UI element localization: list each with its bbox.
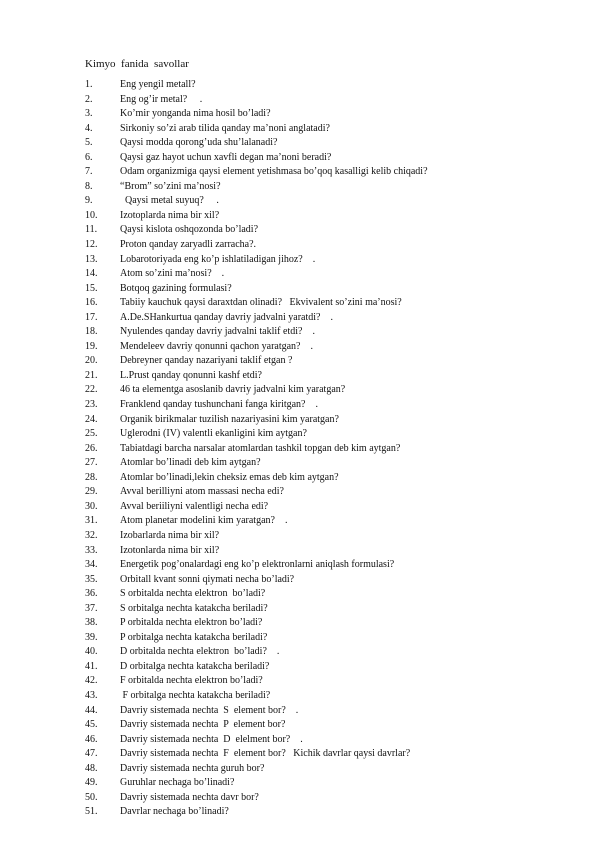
question-number: 47. bbox=[85, 748, 98, 760]
question-text: Atom so’zini ma’nosi? . bbox=[120, 268, 225, 280]
question-item bbox=[85, 587, 565, 602]
question-number: 44. bbox=[85, 704, 98, 716]
question-item bbox=[85, 471, 565, 486]
question-number: 29. bbox=[85, 486, 98, 498]
question-number: 8. bbox=[85, 180, 93, 192]
question-item bbox=[85, 311, 565, 326]
question-number: 20. bbox=[85, 355, 98, 367]
question-text: A.De.SHankurtua qanday davriy jadvalni yaratdi? . bbox=[120, 311, 333, 323]
question-item bbox=[85, 282, 565, 297]
question-number: 31. bbox=[85, 515, 98, 527]
question-text: L.Prust qanday qonunni kashf etdi? bbox=[120, 369, 262, 381]
question-text: Tabiatdagi barcha narsalar atomlardan tashkil topgan deb kim aytgan? bbox=[120, 442, 401, 454]
question-item bbox=[85, 544, 565, 559]
question-number: 18. bbox=[85, 326, 98, 338]
question-item bbox=[85, 151, 565, 166]
question-item bbox=[85, 485, 565, 500]
question-item bbox=[85, 616, 565, 631]
question-number: 46. bbox=[85, 733, 98, 745]
question-text: Qaysi metal suyuq? . bbox=[120, 195, 219, 207]
question-text: S orbitalga nechta katakcha beriladi? bbox=[120, 602, 268, 614]
question-number: 21. bbox=[85, 369, 98, 381]
question-text: Izotonlarda nima bir xil? bbox=[120, 544, 220, 556]
question-number: 13. bbox=[85, 253, 98, 265]
question-list bbox=[85, 78, 565, 820]
question-item bbox=[85, 194, 565, 209]
question-item bbox=[85, 776, 565, 791]
question-text: Qaysi kislota oshqozonda bo’ladi? bbox=[120, 224, 259, 236]
question-item bbox=[85, 122, 565, 137]
question-number: 11. bbox=[85, 224, 98, 236]
question-item bbox=[85, 762, 565, 777]
question-number: 37. bbox=[85, 602, 98, 614]
question-number: 12. bbox=[85, 239, 98, 251]
question-text: Proton qanday zaryadli zarracha?. bbox=[120, 239, 257, 251]
question-number: 43. bbox=[85, 689, 98, 701]
question-text: Nyulendes qanday davriy jadvalni taklif etdi? . bbox=[120, 326, 315, 338]
question-text: Debreyner qanday nazariyani taklif etgan ? bbox=[120, 355, 293, 367]
question-number: 33. bbox=[85, 544, 98, 556]
question-item bbox=[85, 136, 565, 151]
question-text: Avval beriiliyni valentligi necha edi? bbox=[120, 500, 269, 512]
question-text: P orbitalga nechta katakcha beriladi? bbox=[120, 631, 268, 643]
question-number: 45. bbox=[85, 719, 98, 731]
question-number: 19. bbox=[85, 340, 98, 352]
question-item bbox=[85, 413, 565, 428]
question-number: 51. bbox=[85, 806, 98, 818]
question-number: 35. bbox=[85, 573, 98, 585]
question-item bbox=[85, 791, 565, 806]
question-number: 40. bbox=[85, 646, 98, 658]
question-item bbox=[85, 805, 565, 820]
question-number: 49. bbox=[85, 777, 98, 789]
question-item bbox=[85, 558, 565, 573]
question-text: Energetik pog’onalardagi eng ko’p elektronlarni aniqlash formulasi? bbox=[120, 559, 395, 571]
document-title: Kimyo fanida savollar bbox=[85, 58, 189, 70]
question-text: Atomlar bo’linadi,lekin cheksiz emas deb kim aytgan? bbox=[120, 471, 339, 483]
question-text: Lobarotoriyada eng ko’p ishlatiladigan jihoz? . bbox=[120, 253, 316, 265]
question-item bbox=[85, 456, 565, 471]
question-number: 38. bbox=[85, 617, 98, 629]
question-text: Sirkoniy so’zi arab tilida qanday ma’noni anglatadi? bbox=[120, 122, 330, 134]
question-number: 24. bbox=[85, 413, 98, 425]
question-number: 25. bbox=[85, 428, 98, 440]
question-text: Davriy sistemada nechta guruh bor? bbox=[120, 762, 265, 774]
question-number: 48. bbox=[85, 762, 98, 774]
question-item bbox=[85, 660, 565, 675]
question-number: 27. bbox=[85, 457, 98, 469]
question-item bbox=[85, 383, 565, 398]
question-item bbox=[85, 398, 565, 413]
question-item bbox=[85, 107, 565, 122]
question-text: Atom planetar modelini kim yaratgan? . bbox=[120, 515, 288, 527]
question-item bbox=[85, 718, 565, 733]
question-number: 3. bbox=[85, 108, 93, 120]
question-item bbox=[85, 78, 565, 93]
question-text: Izotoplarda nima bir xil? bbox=[120, 209, 220, 221]
question-number: 7. bbox=[85, 166, 93, 178]
question-number: 15. bbox=[85, 282, 98, 294]
question-text: “Brom” so’zini ma’nosi? bbox=[120, 180, 221, 192]
question-text: D orbitalga nechta katakcha beriladi? bbox=[120, 660, 270, 672]
question-text: Botqoq gazining formulasi? bbox=[120, 282, 232, 294]
question-text: Izobarlarda nima bir xil? bbox=[120, 529, 220, 541]
question-item bbox=[85, 602, 565, 617]
question-item bbox=[85, 165, 565, 180]
question-number: 10. bbox=[85, 209, 98, 221]
question-item bbox=[85, 631, 565, 646]
question-item bbox=[85, 704, 565, 719]
question-item bbox=[85, 674, 565, 689]
question-item bbox=[85, 573, 565, 588]
question-number: 41. bbox=[85, 660, 98, 672]
question-number: 16. bbox=[85, 297, 98, 309]
question-number: 14. bbox=[85, 268, 98, 280]
question-item bbox=[85, 238, 565, 253]
question-number: 32. bbox=[85, 529, 98, 541]
question-text: Organik birikmalar tuzilish nazariyasini kim yaratgan? bbox=[120, 413, 339, 425]
question-item bbox=[85, 267, 565, 282]
question-text: Uglerodni (IV) valentli ekanligini kim aytgan? bbox=[120, 428, 307, 440]
question-text: Davrlar nechaga bo’linadi? bbox=[120, 806, 229, 818]
question-text: Davriy sistemada nechta davr bor? bbox=[120, 791, 259, 803]
question-text: P orbitalda nechta elektron bo’ladi? bbox=[120, 617, 263, 629]
question-text: F orbitalda nechta elektron bo’ladi? bbox=[120, 675, 263, 687]
question-number: 50. bbox=[85, 791, 98, 803]
question-item bbox=[85, 514, 565, 529]
question-item bbox=[85, 733, 565, 748]
question-text: Davriy sistemada nechta F element bor? Kichik davrlar qaysi davrlar? bbox=[120, 748, 411, 760]
question-item bbox=[85, 427, 565, 442]
question-text: Qaysi modda qorong’uda shu’lalanadi? bbox=[120, 137, 278, 149]
question-item bbox=[85, 325, 565, 340]
question-item bbox=[85, 747, 565, 762]
question-item bbox=[85, 645, 565, 660]
question-number: 2. bbox=[85, 93, 93, 105]
question-text: S orbitalda nechta elektron bo’ladi? bbox=[120, 588, 266, 600]
question-item bbox=[85, 223, 565, 238]
question-item bbox=[85, 253, 565, 268]
question-text: Orbitall kvant sonni qiymati necha bo’ladi? bbox=[120, 573, 295, 585]
question-item bbox=[85, 354, 565, 369]
question-number: 26. bbox=[85, 442, 98, 454]
question-text: Davriy sistemada nechta D elelment bor? . bbox=[120, 733, 303, 745]
question-text: Ko’mir yonganda nima hosil bo’ladi? bbox=[120, 108, 271, 120]
question-number: 22. bbox=[85, 384, 98, 396]
question-number: 39. bbox=[85, 631, 98, 643]
question-text: Qaysi gaz hayot uchun xavfli degan ma’noni beradi? bbox=[120, 151, 332, 163]
question-text: Mendeleev davriy qonunni qachon yaratgan? . bbox=[120, 340, 313, 352]
question-text: F orbitalga nechta katakcha beriladi? bbox=[120, 689, 271, 701]
question-number: 17. bbox=[85, 311, 98, 323]
question-text: Franklend qanday tushunchani fanga kiritgan? . bbox=[120, 399, 318, 411]
question-item bbox=[85, 500, 565, 515]
question-text: Davriy sistemada nechta P element bor? bbox=[120, 719, 286, 731]
question-text: Eng yengil metall? bbox=[120, 79, 196, 90]
question-text: 46 ta elementga asoslanib davriy jadvalni kim yaratgan? bbox=[120, 384, 346, 396]
question-number: 28. bbox=[85, 471, 98, 483]
question-item bbox=[85, 296, 565, 311]
question-text: Eng og’ir metal? . bbox=[120, 93, 203, 105]
question-number: 34. bbox=[85, 559, 98, 571]
question-item bbox=[85, 369, 565, 384]
question-item bbox=[85, 442, 565, 457]
question-number: 5. bbox=[85, 137, 93, 149]
question-number: 4. bbox=[85, 122, 93, 134]
question-text: Davriy sistemada nechta S element bor? . bbox=[120, 704, 299, 716]
question-text: Guruhlar nechaga bo’linadi? bbox=[120, 777, 235, 789]
question-item bbox=[85, 180, 565, 195]
question-number: 9. bbox=[85, 195, 93, 207]
question-text: Atomlar bo’linadi deb kim aytgan? bbox=[120, 457, 261, 469]
question-item bbox=[85, 529, 565, 544]
question-number: 42. bbox=[85, 675, 98, 687]
question-item bbox=[85, 340, 565, 355]
question-text: Odam organizmiga qaysi element yetishmasa bo’qoq kasalligi kelib chiqadi? bbox=[120, 166, 428, 178]
question-number: 23. bbox=[85, 399, 98, 411]
question-number: 36. bbox=[85, 588, 98, 600]
question-item bbox=[85, 689, 565, 704]
question-number: 6. bbox=[85, 151, 93, 163]
question-text: Tabiiy kauchuk qaysi daraxtdan olinadi? Ekvivalent so’zini ma’nosi? bbox=[120, 297, 402, 309]
question-number: 30. bbox=[85, 500, 98, 512]
question-number: 1. bbox=[85, 79, 93, 90]
question-text: Avval berilliyni atom massasi necha edi? bbox=[120, 486, 284, 498]
question-item bbox=[85, 93, 565, 108]
question-text: D orbitalda nechta elektron bo’ladi? . bbox=[120, 646, 280, 658]
question-item bbox=[85, 209, 565, 224]
